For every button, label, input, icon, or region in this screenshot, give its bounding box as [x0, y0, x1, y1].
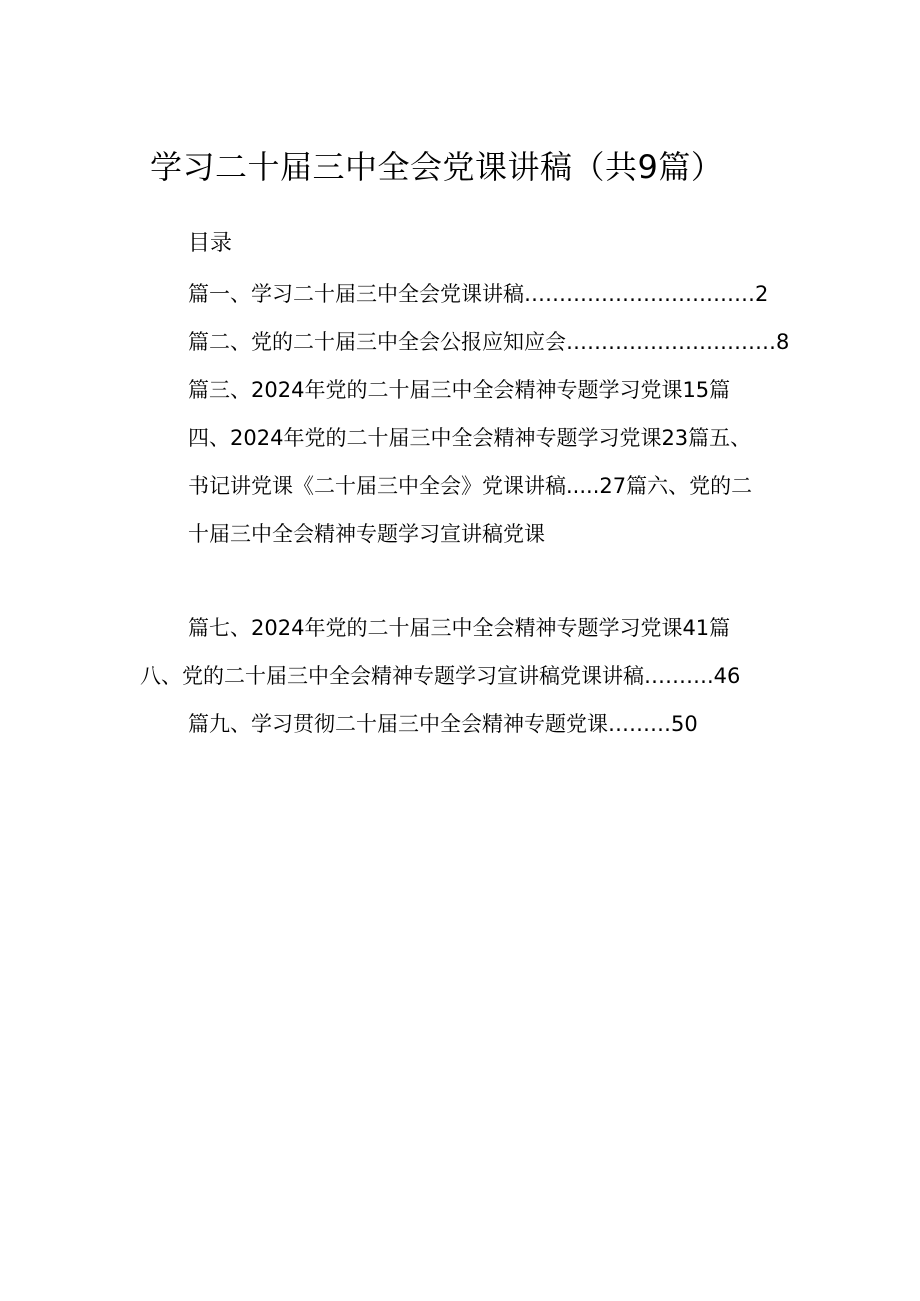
toc-line-3: 篇三、2024年党的二十届三中全会精神专题学习党课15篇 [188, 378, 731, 402]
toc-line-6: 十届三中全会精神专题学习宣讲稿党课 [188, 522, 545, 546]
document-title: 学习二十届三中全会党课讲稿（共9篇） [150, 148, 724, 186]
toc-line-5: 书记讲党课《二十届三中全会》党课讲稿.....27篇六、党的二 [188, 474, 753, 498]
toc-line-4: 四、2024年党的二十届三中全会精神专题学习党课23篇五、 [188, 426, 752, 450]
toc-line-9: 篇九、学习贯彻二十届三中全会精神专题党课………50 [188, 712, 698, 736]
toc-line-1: 篇一、学习二十届三中全会党课讲稿……………………………2 [188, 282, 769, 306]
toc-line-7: 篇七、2024年党的二十届三中全会精神专题学习党课41篇 [188, 616, 731, 640]
toc-heading: 目录 [188, 231, 233, 256]
toc-line-2: 篇二、党的二十届三中全会公报应知应会…………………………8 [188, 330, 790, 354]
toc-line-8: 八、党的二十届三中全会精神专题学习宣讲稿党课讲稿……….46 [140, 664, 741, 688]
